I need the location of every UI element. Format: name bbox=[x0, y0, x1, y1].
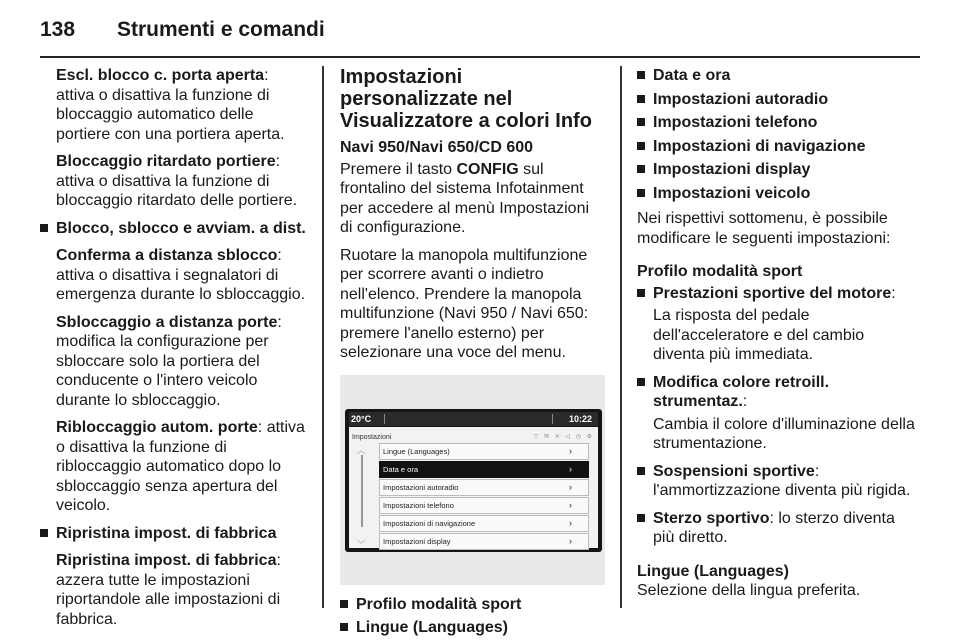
bullet-item bbox=[637, 160, 920, 180]
column-2 bbox=[340, 66, 605, 642]
bullet-item bbox=[637, 90, 920, 110]
key-label: CONFIG bbox=[456, 160, 519, 178]
bullet-label: Impostazioni autoradio bbox=[653, 90, 829, 108]
bullet-square-icon bbox=[637, 118, 645, 126]
chevron-right-icon: › bbox=[569, 481, 572, 492]
text: Premere il tasto bbox=[340, 160, 457, 178]
screen-status-bar bbox=[349, 412, 598, 426]
bullet-label: Impostazioni telefono bbox=[653, 114, 818, 131]
bullet-item bbox=[637, 184, 920, 204]
menu-item-label: Impostazioni display bbox=[383, 536, 451, 546]
column-divider bbox=[322, 66, 324, 608]
bullet-square-icon bbox=[637, 189, 645, 197]
term: Ribloccaggio autom. porte bbox=[56, 419, 258, 436]
bullet-square-icon bbox=[40, 529, 48, 537]
paragraph: Nei rispettivi sottomenu, è possibile modificare le seguenti impostazioni: bbox=[637, 210, 891, 247]
bullet-square-icon bbox=[637, 467, 645, 475]
paragraph bbox=[40, 66, 308, 144]
bullet-label: Blocco, sblocco e avviam. a dist. bbox=[56, 219, 306, 237]
screen-figure bbox=[340, 375, 605, 585]
temperature: 20°C bbox=[351, 413, 372, 424]
bullet-label: Lingue (Languages) bbox=[356, 619, 508, 636]
bullet-square-icon bbox=[637, 142, 645, 150]
screen-menu-item[interactable] bbox=[379, 515, 589, 532]
bullet-item bbox=[40, 524, 308, 544]
screen-menu-item[interactable] bbox=[379, 533, 589, 550]
bullet-item bbox=[637, 66, 920, 86]
description: : lo sterzo diventa più diretto. bbox=[653, 509, 895, 546]
settings-panel bbox=[349, 427, 598, 548]
screen-menu-item[interactable] bbox=[379, 479, 589, 496]
menu-item-label: Lingue (Languages) bbox=[383, 446, 450, 456]
screen-menu-item[interactable] bbox=[379, 497, 589, 514]
bullet-square-icon bbox=[637, 95, 645, 103]
menu-item-label: Data e ora bbox=[383, 464, 419, 474]
divider bbox=[552, 414, 553, 424]
description: : attiva o disattiva la funzione di ribloccaggio automatico dopo lo sbloccaggio senza apertura del veicolo. bbox=[56, 419, 305, 514]
term: Bloccaggio ritardato portiere bbox=[56, 153, 276, 170]
menu-item-label: Impostazioni telefono bbox=[383, 500, 454, 510]
paragraph: Cambia il colore d'illuminazione della strumentazione. bbox=[653, 415, 915, 452]
menu-item-label: Impostazioni autoradio bbox=[383, 482, 459, 492]
description: : attiva o disattiva i segnalatori di emergenza durante lo sbloccaggio. bbox=[56, 247, 306, 303]
bullet-square-icon bbox=[637, 71, 645, 79]
chevron-up-icon: ︿ bbox=[357, 445, 365, 455]
paragraph bbox=[40, 551, 308, 629]
bullet-item bbox=[637, 373, 920, 412]
chevron-right-icon: › bbox=[569, 463, 572, 474]
bullet-square-icon bbox=[637, 165, 645, 173]
chevron-right-icon: › bbox=[569, 517, 572, 528]
bullet-label: Data e ora bbox=[653, 67, 731, 84]
paragraph: Ruotare la manopola multifunzione per scorrere avanti o indietro nell'elenco. Prendere la manopola multifunzione (Navi 950 / Navi 650: premere l'anello esterno) per selezionare una voce del menu. bbox=[340, 246, 589, 361]
bullet-item bbox=[40, 219, 308, 239]
bullet-item bbox=[637, 462, 920, 501]
subsection-heading: Profilo modalità sport bbox=[637, 263, 803, 280]
text: : bbox=[891, 284, 896, 302]
clock: 10:22 bbox=[568, 413, 592, 424]
description: : modifica la configurazione per sbloccare solo la portiera del conducente o l'intero veicolo durante lo sbloccaggio. bbox=[56, 313, 282, 409]
term: Ripristina impost. di fabbrica bbox=[56, 552, 277, 569]
text: sul frontalino del sistema Infotainment per accedere al menù Impostazioni di configurazione. bbox=[340, 160, 590, 236]
paragraph bbox=[40, 313, 308, 411]
bullet-label: Impostazioni di navigazione bbox=[653, 137, 866, 155]
bullet-item bbox=[637, 113, 920, 133]
bullet-item bbox=[340, 618, 605, 638]
status-icons: ▽ ✉ ✕ ◁ ◷ ⚙ bbox=[533, 433, 594, 440]
bullet-item bbox=[637, 509, 920, 548]
text: : bbox=[742, 393, 748, 410]
page-title: Strumenti e comandi bbox=[117, 18, 325, 41]
bullet-label: Modifica colore retroill. strumentaz. bbox=[653, 373, 830, 410]
bullet-square-icon bbox=[637, 289, 645, 297]
screen-title: Impostazioni bbox=[352, 433, 392, 441]
divider bbox=[384, 414, 385, 424]
settings-menu bbox=[379, 443, 589, 551]
bullet-label: Sterzo sportivo bbox=[653, 509, 770, 527]
chevron-down-icon: ﹀ bbox=[357, 539, 365, 549]
bullet-item bbox=[340, 595, 605, 615]
subheading: Navi 950/Navi 650/CD 600 bbox=[340, 139, 534, 156]
bullet-square-icon bbox=[340, 623, 348, 631]
bullet-label: Sospensioni sportive bbox=[653, 462, 815, 480]
screen-menu-item[interactable] bbox=[379, 443, 589, 460]
bullet-item bbox=[637, 284, 920, 304]
description: : azzera tutte le impostazioni riportandole alle impostazioni di fabbrica. bbox=[56, 552, 281, 628]
description: : attiva o disattiva la funzione di bloccaggio ritardato delle portiere. bbox=[56, 153, 298, 209]
bullet-label: Impostazioni display bbox=[653, 161, 811, 178]
description: : l'ammortizzazione diventa più rigida. bbox=[653, 462, 911, 499]
paragraph bbox=[40, 418, 308, 516]
chevron-right-icon: › bbox=[569, 445, 572, 456]
bullet-square-icon bbox=[340, 600, 348, 608]
term: Sbloccaggio a distanza porte bbox=[56, 313, 278, 331]
infotainment-screen bbox=[345, 409, 602, 552]
bullet-label: Prestazioni sportive del motore bbox=[653, 284, 892, 302]
column-3 bbox=[637, 66, 920, 609]
page-number: 138 bbox=[40, 18, 76, 41]
chevron-right-icon: › bbox=[569, 535, 572, 546]
section-heading: Impostazioni personalizzate nel Visualizzatore a colori Info bbox=[340, 66, 592, 132]
paragraph bbox=[40, 152, 308, 211]
bullet-label: Impostazioni veicolo bbox=[653, 184, 811, 202]
description: : attiva o disattiva la funzione di bloccaggio automatico delle portiere con una portiera aperta. bbox=[56, 67, 285, 143]
header-rule bbox=[40, 56, 920, 58]
column-divider bbox=[620, 66, 622, 608]
bullet-square-icon bbox=[637, 514, 645, 522]
bullet-item bbox=[637, 137, 920, 157]
page-header bbox=[0, 0, 960, 62]
paragraph bbox=[340, 160, 605, 238]
paragraph bbox=[40, 246, 308, 305]
scroll-track bbox=[361, 455, 363, 527]
subsection-heading: Lingue (Languages) bbox=[637, 562, 789, 580]
bullet-square-icon bbox=[40, 224, 48, 232]
menu-item-label: Impostazioni di navigazione bbox=[383, 518, 476, 528]
bullet-label: Profilo modalità sport bbox=[356, 595, 522, 613]
bullet-square-icon bbox=[637, 378, 645, 386]
paragraph: Selezione della lingua preferita. bbox=[637, 582, 861, 599]
bullet-label: Ripristina impost. di fabbrica bbox=[56, 524, 277, 542]
term: Conferma a distanza sblocco bbox=[56, 247, 278, 264]
column-1 bbox=[40, 66, 308, 637]
term: Escl. blocco c. porta aperta bbox=[56, 67, 265, 84]
paragraph: La risposta del pedale dell'acceleratore e del cambio diventa più immediata. bbox=[653, 307, 865, 363]
screen-menu-item[interactable] bbox=[379, 461, 589, 478]
chevron-right-icon: › bbox=[569, 499, 572, 510]
